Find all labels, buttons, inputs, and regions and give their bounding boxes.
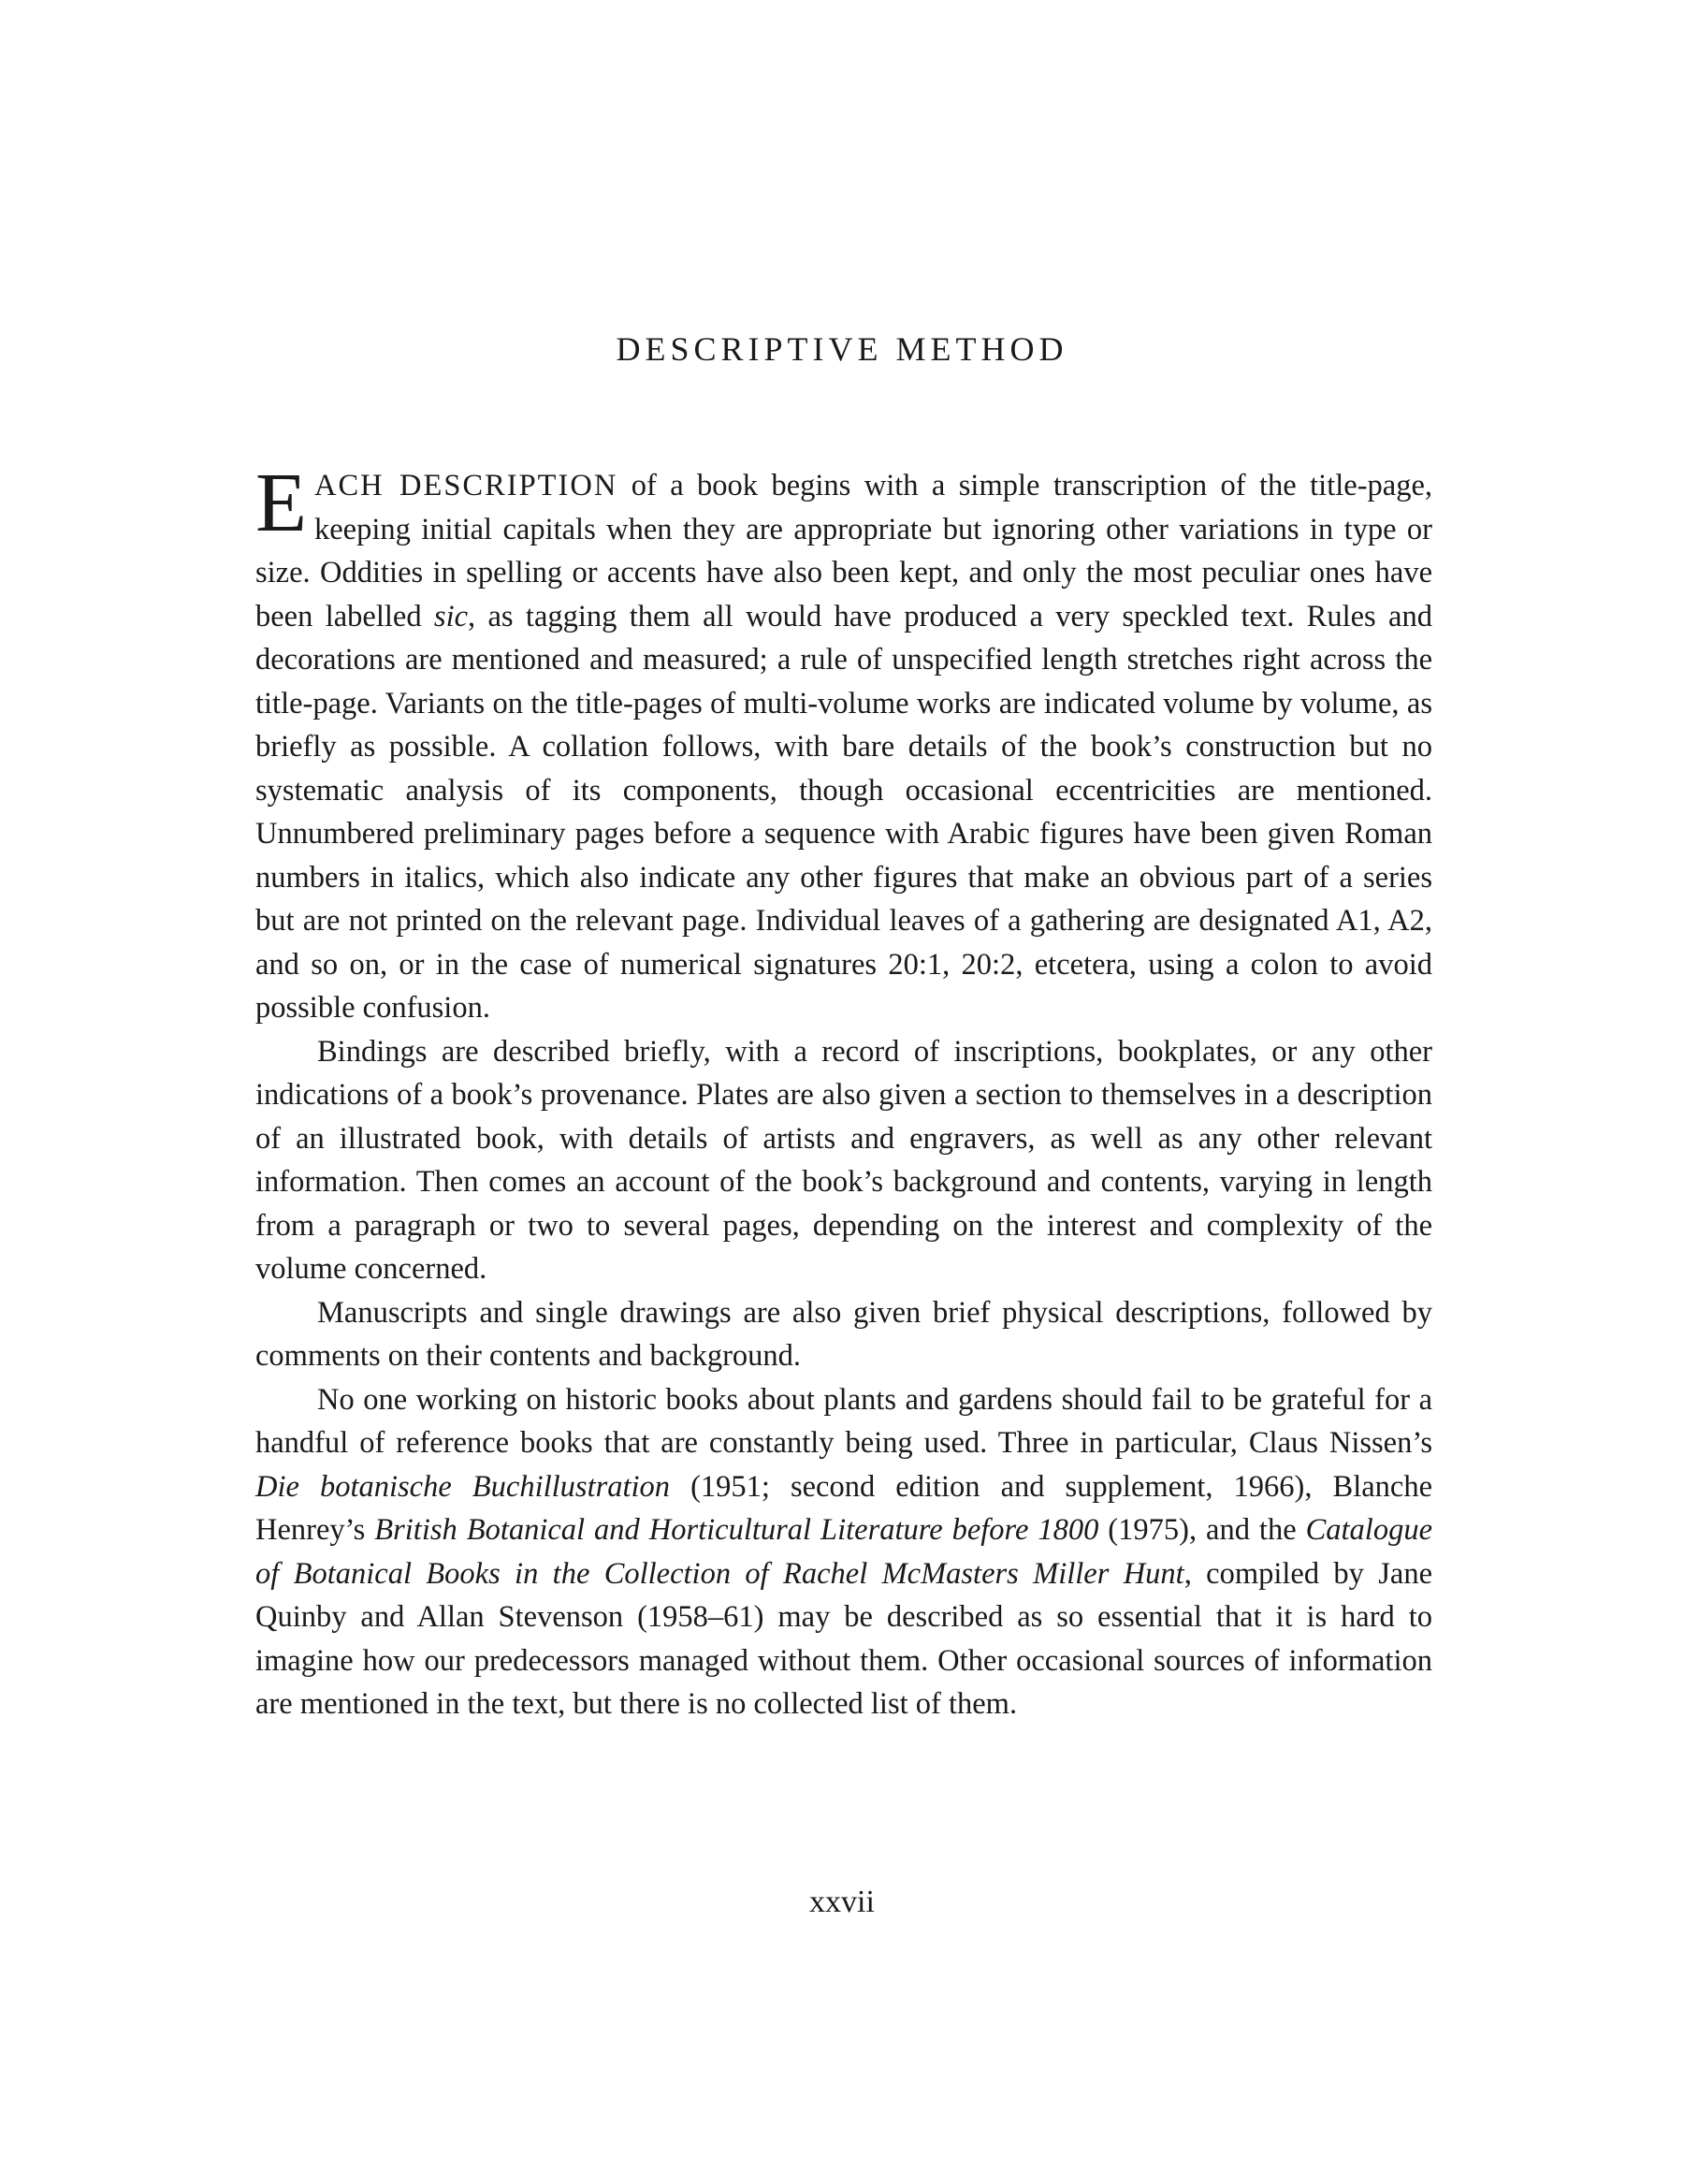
paragraph-1-italic-sic: sic (433, 599, 469, 633)
paragraph-4-text-c: (1975), and the (1098, 1513, 1306, 1547)
paragraph-4-text-b: (1951; second edition and supplement, 1966), Blanche Henrey’s (255, 1469, 1432, 1547)
page-number: xxvii (809, 1885, 875, 1919)
paragraph-1-text-a: of a book begins with a simple transcription of the title-page, keeping initial capitals when they are appropriate but ignoring other variations in type or size. Oddities in spelling or accents have also been kept, and only the most peculiar ones have been labelled (255, 469, 1432, 633)
paragraph-4-text-a: No one working on historic books about plants and gardens should fail to be grateful for a handful of reference books that are constantly being used. Three in particular, Claus Nissen’s (255, 1382, 1432, 1460)
drop-cap: E (255, 457, 307, 549)
paragraph-4-italic-title-3: Catalogue of Botanical Books in the Collection of Rachel McMasters Miller Hunt (255, 1513, 1432, 1591)
paragraph-4-text-d: , compiled by Jane Quinby and Allan Stevenson (1958–61) may be described as so essential that it is hard to imagine how our predecessors managed without them. Other occasional sources of information are mentioned in the text, but there is no collected list of them. (255, 1556, 1432, 1721)
paragraph-4-italic-title-2: British Botanical and Horticultural Literature before 1800 (374, 1513, 1099, 1547)
paragraph-1-text-b: , as tagging them all would have produced a very speckled text. Rules and decorations are mentioned and measured; a rule of unspecified length stretches right across the title-page. Variants on the title-pages of multi-volume works are indicated volume by volume, as briefly as possible. A collation follows, with bare details of the book’s construction but no systematic analysis of its components, though occasional eccentricities are mentioned. Unnumbered preliminary pages before a sequence with Arabic figures have been given Roman numbers in italics, which also indicate any other figures that make an obvious part of a series but are not printed on the relevant page. Individual leaves of a gathering are designated A1, A2, and so on, or in the case of numerical signatures 20:1, 20:2, etcetera, using a colon to avoid possible confusion. (255, 599, 1432, 1025)
paragraph-1 (255, 457, 1432, 1030)
body-text (255, 457, 1432, 1726)
paragraph-2: Bindings are described briefly, with a record of inscriptions, bookplates, or any other indications of a book’s provenance. Plates are also given a section to themselves in a description of an illustrated book, with details of artists and engravers, as well as any other relevant information. Then comes an account of the book’s background and contents, varying in length from a paragraph or two to several pages, depending on the interest and complexity of the volume concerned. (255, 1034, 1432, 1286)
paragraph-4-italic-title-1: Die botanische Buchillustration (255, 1469, 671, 1504)
lead-in-small-caps: ACH DESCRIPTION (313, 469, 618, 502)
page-title: DESCRIPTIVE METHOD (616, 330, 1068, 368)
paragraph-3: Manuscripts and single drawings are also given brief physical descriptions, followed by comments on their contents and background. (255, 1295, 1432, 1373)
paragraph-4 (255, 1378, 1432, 1726)
